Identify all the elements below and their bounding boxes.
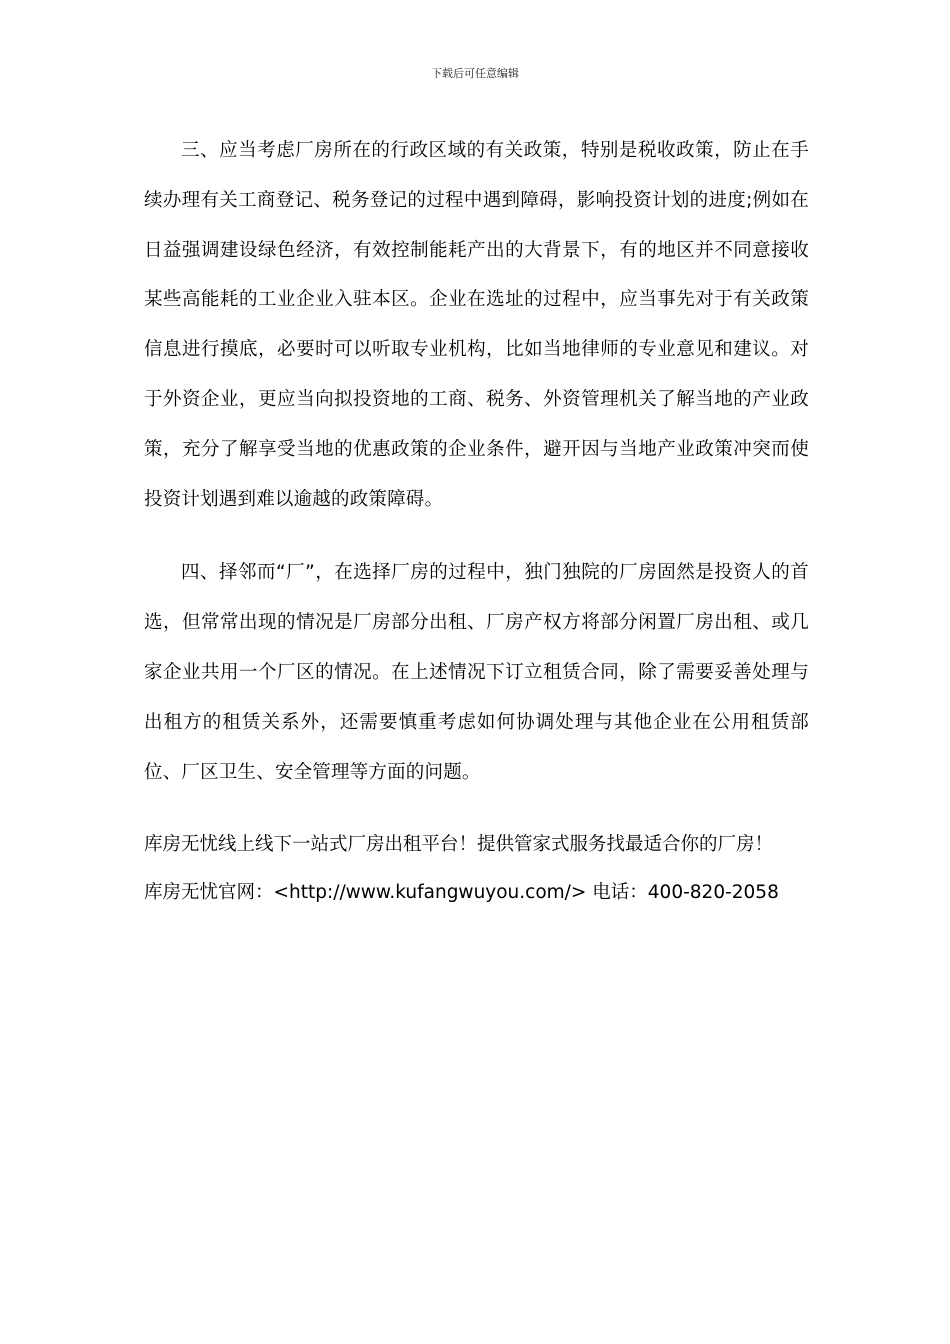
- paragraph-policy: 三、应当考虑厂房所在的行政区域的有关政策，特别是税收政策，防止在手续办理有关工商登记、税务登记的过程中遇到障碍，影响投资计划的进度;例如在日益强调建设绿色经济，有效控制能耗产出的大背景下，有的地区并不同意接收某些高能耗的工业企业入驻本区。企业在选址的过程中，应当事先对于有关政策信息进行摸底，必要时可以听取专业机构，比如当地律师的专业意见和建议。对于外资企业，更应当向拟投资地的工商、税务、外资管理机关了解当地的产业政策，充分了解享受当地的优惠政策的企业条件，避开因与当地产业政策冲突而使投资计划遇到难以逾越的政策障碍。: [144, 140, 809, 510]
- paragraph-neighbors: 四、择邻而“厂”，在选择厂房的过程中，独门独院的厂房固然是投资人的首选，但常常出现的情况是厂房部分出租、厂房产权方将部分闲置厂房出租、或几家企业共用一个厂区的情况。在上述情况下订立租赁合同，除了需要妥善处理与出租方的租赁关系外，还需要慎重考虑如何协调处理与其他企业在公用租赁部位、厂区卫生、安全管理等方面的问题。: [144, 562, 809, 783]
- footer-contact: 库房无忧官网：<http://www.kufangwuyou.com/> 电话：400-820-2058: [144, 882, 779, 904]
- document-body: [144, 126, 809, 917]
- page-header-note: 下载后可任意编辑: [431, 67, 519, 80]
- footer-slogan: 库房无忧线上线下一站式厂房出租平台！提供管家式服务找最适合你的厂房！: [144, 834, 774, 856]
